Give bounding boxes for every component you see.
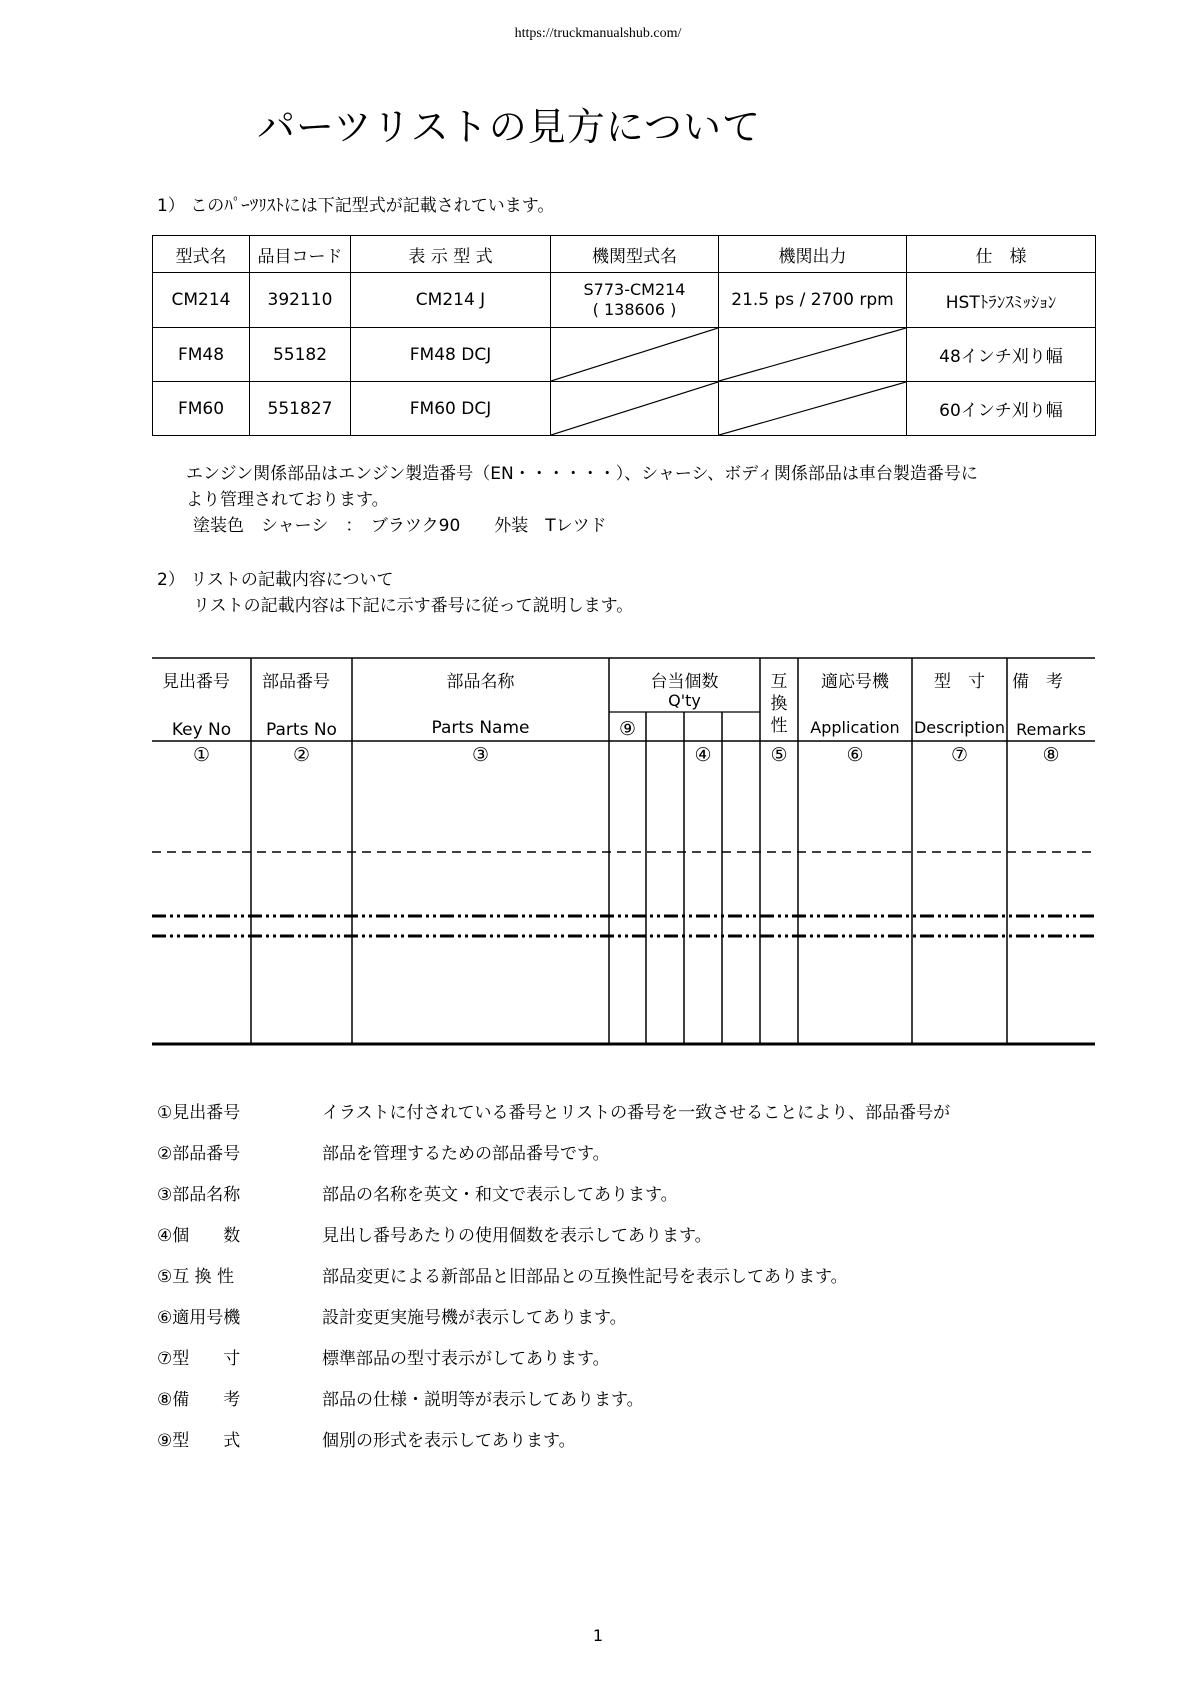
key-no-jp: 見出番号 — [162, 672, 230, 692]
description-marker: ⑦ — [950, 744, 969, 766]
remarks-marker: ⑧ — [1042, 744, 1060, 766]
paint-color-note: 塗装色 シャーシ ： ブラツク90 外装 Tレツド — [193, 516, 607, 536]
header-specification: 仕 様 — [907, 236, 1096, 273]
section-2-heading: 2） リストの記載内容について — [157, 570, 394, 590]
parts-no-en: Parts No — [266, 720, 337, 740]
legend-text: 設計変更実施号機が表示してあります。 — [322, 1308, 627, 1328]
application-jp: 適応号機 — [821, 672, 889, 692]
legend-key: ③部品名称 — [157, 1185, 241, 1205]
qty-en: Q'ty — [668, 691, 701, 710]
header-engine-output: 機関出力 — [719, 236, 907, 273]
legend-text: 個別の形式を表示してあります。 — [322, 1431, 576, 1451]
application-marker: ⑥ — [846, 744, 864, 766]
key-no-en: Key No — [171, 720, 232, 740]
code-cell: 55182 — [250, 328, 351, 382]
parts-name-marker: ③ — [471, 744, 490, 766]
header-model-name: 型式名 — [153, 236, 250, 273]
parts-no-jp: 部品番号 — [262, 672, 330, 692]
legend-key: ⑧備 考 — [157, 1390, 241, 1410]
section-1-heading: 1） このﾊﾟｰﾂﾘｽﾄには下記型式が記載されています。 — [157, 196, 555, 216]
qty-model-marker: ⑨ — [618, 718, 637, 740]
code-cell: 392110 — [250, 273, 351, 328]
legend-key: ②部品番号 — [157, 1144, 241, 1164]
legend-text: 部品変更による新部品と旧部品との互換性記号を表示してあります。 — [322, 1267, 848, 1287]
legend-text: 部品を管理するための部品番号です。 — [322, 1144, 610, 1164]
description-jp: 型 寸 — [934, 672, 985, 692]
legend-key: ⑥適用号機 — [157, 1308, 241, 1328]
model-cell: FM48 — [153, 328, 250, 382]
legend-text: イラストに付されている番号とリストの番号を一致させることにより、部品番号が — [322, 1103, 951, 1123]
interchange-char-2: 換 — [770, 694, 788, 714]
note-line-1: エンジン関係部品はエンジン製造番号（EN・・・・・・）、シャーシ、ボディ関係部品は車台製造番号に — [186, 464, 978, 484]
legend-key: ①見出番号 — [157, 1103, 241, 1123]
legend-key: ⑤互 換 性 — [157, 1267, 235, 1287]
header-display-model: 表 示 型 式 — [351, 236, 551, 273]
header-engine-model: 機関型式名 — [551, 236, 719, 273]
remarks-jp: 備 考 — [1012, 672, 1063, 692]
display-model-cell: CM214 J — [351, 273, 551, 328]
legend-text: 標準部品の型寸表示がしてあります。 — [322, 1349, 610, 1369]
model-cell: FM60 — [153, 382, 250, 436]
page-title: パーツリストの見方について — [257, 105, 761, 149]
spec-cell: 48インチ刈り幅 — [907, 328, 1096, 382]
legend-text: 部品の名称を英文・和文で表示してあります。 — [322, 1185, 678, 1205]
legend-text: 見出し番号あたりの使用個数を表示してあります。 — [322, 1226, 712, 1246]
legend-key: ⑨型 式 — [157, 1431, 241, 1451]
engine-model-line1: S773-CM214 — [583, 280, 686, 299]
page-number: 1 — [592, 1626, 604, 1645]
legend-key: ④個 数 — [157, 1226, 241, 1246]
qty-jp: 台当個数 — [650, 672, 719, 692]
spec-cell: HSTﾄﾗﾝｽﾐｯｼｮﾝ — [907, 273, 1096, 328]
display-model-cell: FM48 DCJ — [351, 328, 551, 382]
qty-marker: ④ — [694, 744, 712, 766]
parts-name-en: Parts Name — [431, 718, 530, 738]
display-model-cell: FM60 DCJ — [351, 382, 551, 436]
legend-text: 部品の仕様・説明等が表示してあります。 — [322, 1390, 644, 1410]
legend-key: ⑦型 寸 — [157, 1349, 241, 1369]
interchange-marker: ⑤ — [770, 744, 788, 766]
source-url[interactable]: https://truckmanualshub.com/ — [514, 26, 682, 41]
spec-cell: 60インチ刈り幅 — [907, 382, 1096, 436]
engine-model-line2: ( 138606 ) — [592, 300, 677, 319]
interchange-char-3: 性 — [770, 716, 788, 736]
interchange-char-1: 互 — [770, 672, 788, 692]
note-line-2: より管理されております。 — [186, 490, 389, 510]
section-2-subtext: リストの記載内容は下記に示す番号に従って説明します。 — [193, 596, 634, 616]
parts-no-marker: ② — [292, 744, 311, 766]
application-en: Application — [810, 718, 900, 737]
code-cell: 551827 — [250, 382, 351, 436]
header-item-code: 品目コード — [250, 236, 351, 273]
remarks-en: Remarks — [1016, 720, 1086, 739]
description-en: Description — [913, 718, 1006, 737]
model-cell: CM214 — [153, 273, 250, 328]
key-no-marker: ① — [192, 744, 211, 766]
engine-output-cell: 21.5 ps / 2700 rpm — [719, 273, 907, 328]
parts-name-jp: 部品名称 — [446, 672, 515, 692]
